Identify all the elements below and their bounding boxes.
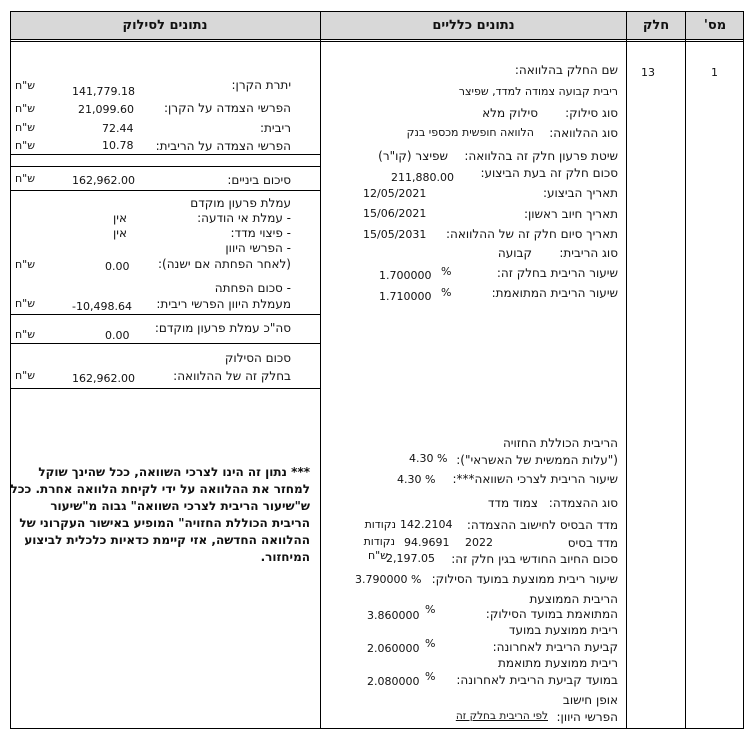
avg-index-label: - פיצוי מדד: bbox=[230, 226, 291, 240]
avg-adj-last-label-2: במועד קביעת הריבית לאחרונה: bbox=[456, 673, 618, 687]
row-number: 1 bbox=[711, 66, 718, 79]
repayment-method-value: שפיצר (קו"ר) bbox=[378, 149, 448, 163]
cap-diff-label-1: - הפרשי היוון bbox=[225, 241, 291, 255]
index-2022-value: 94.9691 bbox=[404, 536, 450, 549]
discount-nis: ש"ח bbox=[14, 297, 35, 310]
adjusted-rate-value: 1.710000 bbox=[379, 290, 432, 303]
total-rate-value: 4.30 % bbox=[409, 452, 448, 465]
avg-index-value: אין bbox=[113, 226, 127, 240]
linkage-diff-interest-value: 10.78 bbox=[102, 139, 134, 152]
linkage-diff-principal-nis: ש"ח bbox=[14, 102, 35, 115]
avg-rate-payoff-value: 3.790000 % bbox=[355, 573, 422, 586]
principal-balance-value: 141,779.18 bbox=[72, 85, 135, 98]
loan-part-name-value: ריבית קבועה צמודה למדד, שפיצר bbox=[458, 85, 618, 98]
index-2022-year: 2022 bbox=[465, 536, 493, 549]
rate-type-value: קבועה bbox=[497, 246, 532, 260]
interest-label: ריבית: bbox=[259, 121, 291, 135]
discount-label-2: מעמלת היוון הפרשי ריבית: bbox=[156, 297, 291, 311]
payoff-total-nis: ש"ח bbox=[14, 369, 35, 382]
linkage-value: צמוד מדד bbox=[487, 496, 538, 510]
monthly-charge-label: סכום החיוב החודשי בגין חלק זה: bbox=[451, 552, 618, 566]
total-rate-label-2: ("עלות הממשית של האשראי"): bbox=[456, 453, 618, 467]
payoff-total-label-2: בחלק זה של ההלוואה: bbox=[173, 369, 291, 383]
capitalization-diff-value: לפי הריבית בחלק זה bbox=[455, 710, 548, 722]
header-payoff: נתונים לסילוק bbox=[10, 11, 320, 40]
no-notice-label: - עמלת אי הודעה: bbox=[197, 211, 291, 225]
avg-adj-value: 3.860000 bbox=[367, 609, 420, 622]
avg-adj-last-percent: % bbox=[425, 670, 436, 683]
base-index-value: 142.2104 bbox=[400, 518, 453, 531]
calc-method-label: אופן חישוב bbox=[562, 693, 618, 707]
loan-part-name-label: שם החלק בהלוואה: bbox=[514, 63, 618, 77]
repayment-method-label: שיטת פרעון חלק זה בהלוואה: bbox=[464, 149, 618, 163]
cap-diff-value: 0.00 bbox=[105, 260, 130, 273]
avg-last-label-1: ריבית ממוצעת במועד bbox=[508, 623, 618, 637]
principal-balance-nis: ש"ח bbox=[14, 79, 35, 92]
linkage-label: סוג ההצמדה: bbox=[548, 496, 618, 510]
avg-adj-last-label-1: ריבית ממוצעת מתואמת bbox=[497, 656, 618, 670]
monthly-charge-value: 2,197.05 bbox=[386, 552, 435, 565]
base-index-label: מדד הבסיס לחישוב ההצמדה: bbox=[466, 518, 618, 532]
end-date-label: תאריך סיום חלק זה של ההלוואה: bbox=[445, 227, 618, 241]
comparison-rate-value: 4.30 % bbox=[397, 473, 436, 486]
linkage-diff-principal-label: הפרשי הצמדה על הקרן: bbox=[163, 101, 291, 115]
header-general: נתונים כלליים bbox=[321, 11, 626, 40]
subtotal-value: 162,962.00 bbox=[72, 174, 135, 187]
index-2022-points: נקודות bbox=[363, 535, 395, 548]
avg-adj-last-value: 2.080000 bbox=[367, 675, 420, 688]
monthly-charge-nis: ש"ח bbox=[367, 549, 388, 562]
rate-label: שיעור הריבית בחלק זה: bbox=[496, 266, 618, 280]
early-fee-title: עמלת פרעון מוקדם bbox=[190, 196, 291, 210]
amount-value: 211,880.00 bbox=[391, 171, 454, 184]
amount-label: סכום חלק זה בעת הביצוע: bbox=[480, 166, 618, 180]
exec-date-label: תאריך הביצוע: bbox=[542, 186, 618, 200]
payoff-type-value: סילוק מלא bbox=[482, 106, 538, 120]
loan-type-value: הלוואה חופשית מכספי בנק bbox=[406, 126, 534, 139]
header-part: חלק bbox=[627, 11, 685, 40]
payoff-type-label: סוג סילוק: bbox=[565, 106, 618, 120]
header-no: מס' bbox=[686, 11, 744, 40]
avg-adj-label-2: המתואמת במועד הסילוק: bbox=[485, 607, 618, 621]
avg-last-percent: % bbox=[425, 637, 436, 650]
first-charge-value: 15/06/2021 bbox=[363, 207, 427, 220]
rate-percent: % bbox=[441, 265, 452, 278]
avg-last-value: 2.060000 bbox=[367, 642, 420, 655]
discount-value: -10,498.64 bbox=[72, 300, 132, 313]
subtotal-nis: ש"ח bbox=[14, 172, 35, 185]
rate-type-label: סוג הריבית: bbox=[559, 246, 618, 260]
avg-adj-label-1: הריבית הממוצעת bbox=[529, 592, 618, 606]
adjusted-rate-percent: % bbox=[441, 286, 452, 299]
cap-diff-label-2: (לאחר הפחתה אם ישנה): bbox=[157, 257, 291, 271]
linkage-diff-principal-value: 21,099.60 bbox=[78, 103, 134, 116]
rate-value: 1.700000 bbox=[379, 269, 432, 282]
exec-date-value: 12/05/2021 bbox=[363, 187, 427, 200]
row-part: 13 bbox=[641, 66, 655, 79]
base-index-points: נקודות bbox=[364, 518, 396, 531]
first-charge-label: תאריך חיוב ראשון: bbox=[523, 207, 618, 221]
index-2022-label: מדד בסיס bbox=[567, 536, 618, 550]
end-date-value: 15/05/2031 bbox=[363, 228, 427, 241]
payoff-total-value: 162,962.00 bbox=[72, 372, 135, 385]
loan-type-label: סוג ההלוואה: bbox=[549, 126, 618, 140]
no-notice-value: אין bbox=[113, 211, 127, 225]
avg-last-label-2: קביעת הריבית לאחרונה: bbox=[492, 640, 618, 654]
interest-value: 72.44 bbox=[102, 122, 134, 135]
avg-adj-percent: % bbox=[425, 603, 436, 616]
total-early-fee-nis: ש"ח bbox=[14, 328, 35, 341]
comparison-note: *** נתון זה הינו לצרכי השוואה, ככל שהינך שוקל למחזר את ההלוואה על ידי לקיחת הלוואה אחרת. ככל ש"שיעור הריבית לצרכי השוואה" גבוה מ"שיעור הריבית הכוללת החזויה" המופיע באישור העקרוני של ההלוואה החדשה, אזי קיימת כדאיות כלכלית לביצוע המיחזור. bbox=[10, 465, 310, 564]
comparison-rate-label: שיעור הריבית לצרכי השוואה***: bbox=[452, 472, 618, 486]
subtotal-label: סיכום ביניים: bbox=[227, 173, 291, 187]
total-early-fee-value: 0.00 bbox=[105, 329, 130, 342]
avg-rate-payoff-label: שיעור ריבית ממוצעת במועד הסילוק: bbox=[431, 572, 618, 586]
discount-label-1: - סכום הפחתה bbox=[214, 281, 291, 295]
principal-balance-label: יתרת הקרן: bbox=[231, 78, 291, 92]
cap-diff-nis: ש"ח bbox=[14, 258, 35, 271]
interest-nis: ש"ח bbox=[14, 121, 35, 134]
total-early-fee-label: סה"כ עמלת פרעון מוקדם: bbox=[154, 321, 291, 335]
adjusted-rate-label: שיעור הריבית המתואמת: bbox=[491, 286, 618, 300]
linkage-diff-interest-label: הפרשי הצמדה על הריבית: bbox=[155, 139, 291, 153]
payoff-total-label-1: סכום הסילוק bbox=[224, 351, 291, 365]
linkage-diff-interest-nis: ש"ח bbox=[14, 139, 35, 152]
total-rate-label-1: הריבית הכוללת החזויה bbox=[502, 436, 618, 450]
capitalization-diff-label: הפרשי היוון: bbox=[556, 710, 618, 724]
